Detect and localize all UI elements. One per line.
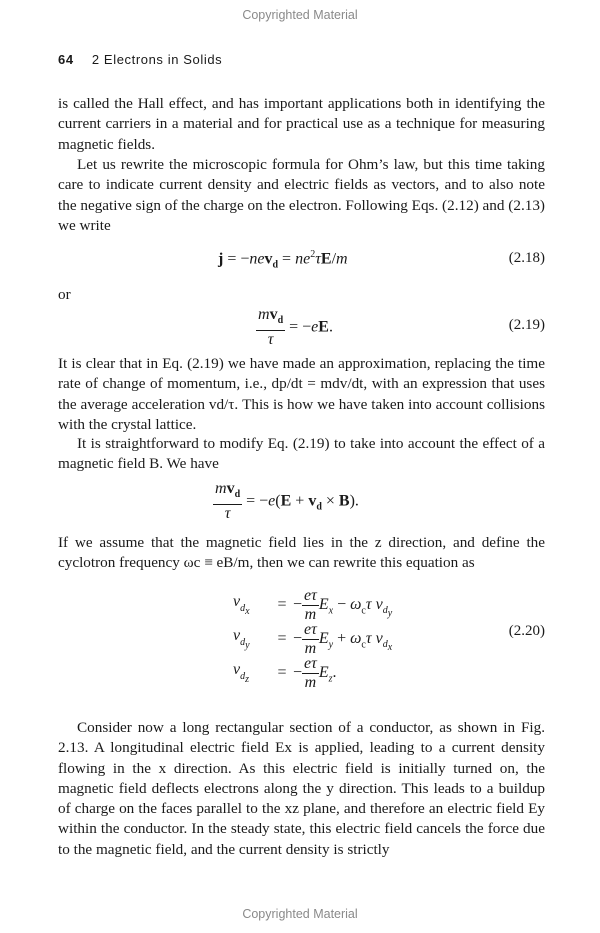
equation-2-20 [58,586,545,691]
running-head [58,52,222,67]
paragraph-rectangular-section: Consider now a long rectangular section of a conductor, as shown in Fig. 2.13. A longitudinal electric field Ex is applied, leading to a current density flowing in the x direction. As this electric field is initially turned on, the magnetic field deflects electrons along the y direction. This leads to a buildup of charge on the faces parallel to the xz plane, and therefore an electric field Ey within the conductor. In the steady state, this electric field cancels the force due to the magnetic field, and the current density is strictly [58,719,545,858]
paragraph-magnetic-field: It is straightforward to modify Eq. (2.19) to take into account the effect of a magnetic field B. We have [58,435,545,473]
equation-2-20-row-z: $v_{d_z}$ = − $\frac{e\tau}{m}$ $E_z$. [233,654,337,691]
equation-2-19 [58,306,545,350]
paragraph-cyclotron: If we assume that the magnetic field lies in the z direction, and define the cyclotron frequency ωc ≡ eB/m, then we can rewrite this equation as [58,534,545,572]
equation-2-18-body: $j = -nev_d = ne^2\tau E/m$ [218,249,348,271]
connective-or: or [58,286,71,303]
equation-2-20-row-x: $v_{d_x}$ = − $\frac{e\tau}{m}$ $E_x - \omega_c\tau$ $v_{d_y}$ [233,586,393,623]
equation-2-19-body: $\frac{mv_d}{\tau}$ = −eE. [258,306,333,349]
equation-number: (2.18) [508,250,545,266]
equation-2-20-row-y: $v_{d_y}$ = − $\frac{e\tau}{m}$ $E_y + \omega_c\tau$ $v_{d_x}$ [233,620,393,657]
copyright-watermark-bottom: Copyrighted Material [242,907,358,921]
page-number: 64 [58,52,74,67]
chapter-title: 2 Electrons in Solids [91,52,223,67]
copyright-watermark-top: Copyrighted Material [242,8,358,22]
paragraph-approximation: It is clear that in Eq. (2.19) we have made an approximation, replacing the time rate of change of momentum, i.e., dp/dt = mdv/dt, with an expression that uses the average acceleration vd/τ. This is how we have taken into account collisions with the crystal lattice. [58,355,545,433]
equation-2-18 [58,247,545,273]
equation-number: (2.20) [508,623,545,639]
paragraph-hall-effect: is called the Hall effect, and has important applications both in identifying the current carriers in a material and for practical use as a technique for measuring magnetic fields. [58,95,545,153]
equation-number: (2.19) [508,317,545,333]
equation-lorentz-body: $\frac{mv_d}{\tau}$ = $-e(E + v_d \times B)$. [215,480,359,523]
equation-lorentz [58,480,545,524]
paragraph-ohms-law: Let us rewrite the microscopic formula for Ohm’s law, but this time taking care to indicate current density and electric fields as vectors, and to also note the negative sign of the charge on the electron. Following Eqs. (2.12) and (2.13) we write [58,156,545,234]
